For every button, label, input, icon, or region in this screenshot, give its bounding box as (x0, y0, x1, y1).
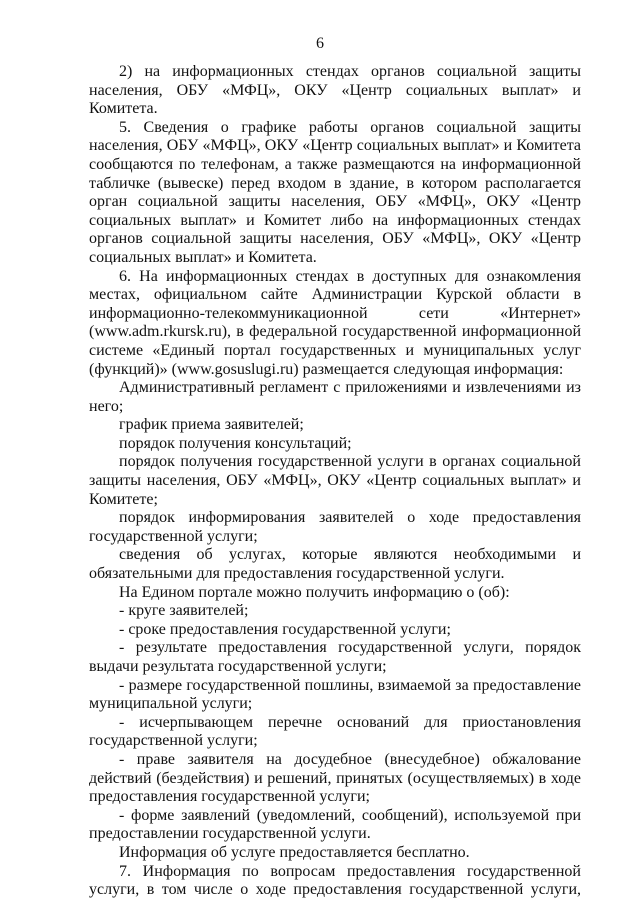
paragraph: - праве заявителя на досудебное (внесудебное) обжалование действий (бездействия) и решений, принятых (осуществляемых) в ходе предоставления государственной услуги; (89, 750, 581, 806)
paragraph: На Едином портале можно получить информацию о (об): (119, 583, 510, 601)
paragraph: 5. Сведения о графике работы органов социальной защиты населения, ОБУ «МФЦ», ОКУ «Центр социальных выплат» и Комитета сообщаются по телефонам, а также размещаются на информационной табличке (вывеске) перед входом в здание, в котором располагается орган социальной защиты населения, ОБУ «МФЦ», ОКУ «Центр социальных выплат» и Комитет либо на информационных стендах органов социальной защиты населения, ОБУ «МФЦ», ОКУ «Центр социальных выплат» и Комитета. (89, 118, 581, 266)
page-number: 6 (316, 35, 324, 52)
paragraph: 7. Информация по вопросам предоставления государственной услуги, в том числе о ходе предоставления государственной услуги, (89, 862, 581, 899)
paragraph: - размере государственной пошлины, взимаемой за предоставление муниципальной услуги; (89, 676, 581, 713)
paragraph: - форме заявлений (уведомлений, сообщений), используемой при предоставлении государственной услуги. (89, 806, 581, 843)
paragraph: Административный регламент с приложениями и извлечениями из него; (89, 379, 581, 415)
paragraph: 6. На информационных стендах в доступных для ознакомления местах, официальном сайте Администрации Курской области в информационно-телекоммуникационной сети «Интернет» (www.adm.rkursk.ru), в федеральной государственной информационной системе «Единый портал государственных и муниципальных услуг (функций)» (www.gosuslugi.ru) размещается следующая информация: (89, 267, 581, 378)
paragraph: - сроке предоставления государственной услуги; (119, 620, 451, 638)
paragraph: 2) на информационных стендах органов социальной защиты населения, ОБУ «МФЦ», ОКУ «Центр социальных выплат» и Комитета. (89, 63, 581, 118)
paragraph: Информация об услуге предоставляется бесплатно. (119, 843, 470, 861)
paragraph: сведения об услугах, которые являются необходимыми и обязательными для предоставления государственной услуги. (89, 546, 581, 583)
paragraph: - исчерпывающем перечне оснований для приостановления государственной услуги; (89, 713, 581, 750)
paragraph: порядок получения государственной услуги в органах социальной защиты населения, ОБУ «МФЦ», ОКУ «Центр социальных выплат» и Комитете; (89, 453, 581, 508)
document-body (89, 63, 581, 900)
paragraph: порядок получения консультаций; (119, 434, 352, 452)
paragraph: - результате предоставления государственной услуги, порядок выдачи результата государственной услуги; (89, 639, 581, 675)
paragraph: порядок информирования заявителей о ходе предоставления государственной услуги; (89, 509, 581, 545)
paragraph: график приема заявителей; (119, 416, 304, 434)
paragraph: - круге заявителей; (119, 602, 249, 620)
